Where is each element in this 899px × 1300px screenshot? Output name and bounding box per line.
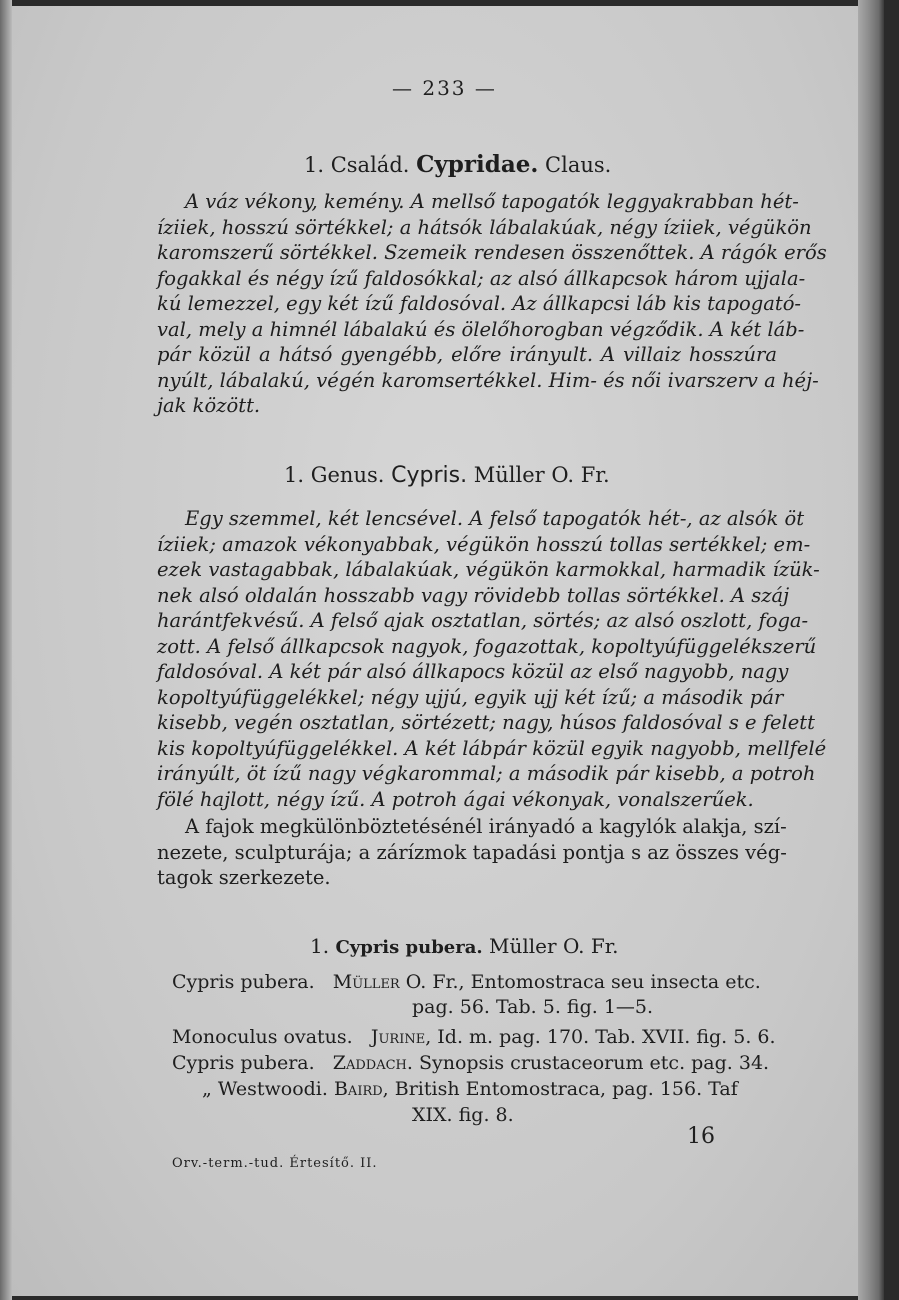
text-line: faldosóval. A két pár alsó állkapocs közül az első nagyobb, nagy <box>157 660 789 683</box>
synonym-entry <box>172 971 761 993</box>
page-left-edge <box>0 0 12 1300</box>
footer-journal: Orv.-term.-tud. Értesítő. II. <box>172 1156 378 1171</box>
synonym-author: Baird, <box>333 1078 389 1100</box>
book-spine <box>858 0 884 1300</box>
text-line: kisebb, vegén osztatlan, sörtézett; nagy, húsos faldosóval s e felett <box>157 711 815 734</box>
signature-mark: 16 <box>687 1124 715 1149</box>
family-heading-prefix: 1. Család. <box>304 153 410 177</box>
text-line: nyúlt, lábalakú, végén karomsertékkel. Him- és női ivarszerv a héj- <box>157 368 819 392</box>
family-description <box>157 189 827 419</box>
text-line: harántfekvésű. A felső ajak osztatlan, sörtés; az alsó oszlott, foga- <box>157 609 809 632</box>
synonym-name: Cypris pubera. <box>172 1052 315 1074</box>
text-line: ezek vastagabbak, lábalakúak, végükön karmokkal, harmadik ízük- <box>157 558 820 581</box>
species-heading <box>310 934 618 958</box>
genus-note <box>157 814 787 891</box>
text-line: kopoltyúfüggelékkel; négy ujjú, egyik ujj két ízű; a második pár <box>157 685 784 709</box>
synonym-reference: Id. m. pag. 170. Tab. XVII. fig. 5. 6. <box>437 1026 776 1048</box>
synonym-author: Müller <box>332 971 400 993</box>
genus-heading <box>284 463 610 488</box>
text-line: jak között. <box>157 394 261 417</box>
synonym-name: Monoculus ovatus. <box>172 1026 353 1048</box>
text-line: A fajok megkülönböztetésénél irányadó a kagylók alakja, szí- <box>185 815 787 838</box>
genus-heading-author: Müller O. Fr. <box>473 463 610 487</box>
synonym-name: Cypris pubera. <box>172 971 315 993</box>
genus-heading-prefix: 1. Genus. <box>284 463 385 487</box>
text-line: íziiek, hosszú sörtékkel; a hátsók lábalakúak, négy íziiek, végükön <box>157 215 812 239</box>
synonym-entry <box>172 1026 776 1048</box>
text-line: fogakkal és négy ízű faldosókkal; az alsó állkapcsok három ujjala- <box>157 266 806 290</box>
text-line: kis kopoltyúfüggelékkel. A két lábpár közül egyik nagyobb, mellfelé <box>157 736 827 760</box>
family-heading <box>304 151 611 178</box>
synonym-reference: British Entomostraca, pag. 156. Taf <box>394 1078 738 1100</box>
text-line: fölé hajlott, négy ízű. A potroh ágai vékonyak, vonalszerűek. <box>157 787 754 811</box>
synonym-continuation: XIX. fig. 8. <box>412 1104 514 1126</box>
text-line: nezete, sculpturája; a zárízmok tapadási pontja s az összes vég- <box>157 840 787 864</box>
text-line: kú lemezzel, egy két ízű faldosóval. Az állkapcsi láb kis tapogató- <box>157 292 802 315</box>
text-line: pár közül a hátsó gyengébb, előre irányult. A villaiz hosszúra <box>157 343 777 366</box>
genus-description <box>157 506 827 812</box>
synonym-reference: Synopsis crustaceorum etc. pag. 34. <box>418 1052 770 1074</box>
synonym-author: Zaddach. <box>332 1052 413 1074</box>
family-heading-name: Cypridae. <box>416 151 539 178</box>
text-line: irányúlt, öt ízű nagy végkarommal; a második pár kisebb, a potroh <box>157 762 816 785</box>
species-heading-name: Cypris pubera. <box>335 937 483 958</box>
book-page <box>12 6 870 1296</box>
text-line: A váz vékony, kemény. A mellső tapogatók leggyakrabban hét- <box>185 190 799 213</box>
text-line: zott. A felső állkapcsok nagyok, fogazottak, kopoltyúfüggelékszerű <box>157 634 817 658</box>
species-heading-author: Müller O. Fr. <box>489 934 619 958</box>
synonym-entry <box>202 1078 738 1100</box>
synonym-reference: O. Fr., Entomostraca seu insecta etc. <box>405 971 761 993</box>
synonym-continuation: pag. 56. Tab. 5. fig. 1—5. <box>412 996 654 1018</box>
text-line: nek alsó oldalán hosszabb vagy rövidebb tollas sörtékkel. A száj <box>157 583 790 607</box>
family-heading-author: Claus. <box>545 153 612 177</box>
synonym-name: „ Westwoodi. <box>202 1078 328 1100</box>
text-line: val, mely a himnél lábalakú és ölelőhorogban végződik. A két láb- <box>157 317 805 341</box>
page-number: — 233 — <box>392 76 497 100</box>
text-line: íziiek; amazok vékonyabbak, végükön hosszú tollas sertékkel; em- <box>157 532 811 556</box>
text-line: Egy szemmel, két lencsével. A felső tapogatók hét-, az alsók öt <box>185 507 805 530</box>
species-heading-prefix: 1. <box>310 934 330 958</box>
text-line: tagok szerkezete. <box>157 866 331 889</box>
genus-heading-name: Cypris. <box>391 463 468 488</box>
synonym-entry <box>172 1052 769 1074</box>
synonym-author: Jurine, <box>370 1026 432 1048</box>
text-line: karomszerű sörtékkel. Szemeik rendesen összenőttek. A rágók erős <box>157 241 827 264</box>
